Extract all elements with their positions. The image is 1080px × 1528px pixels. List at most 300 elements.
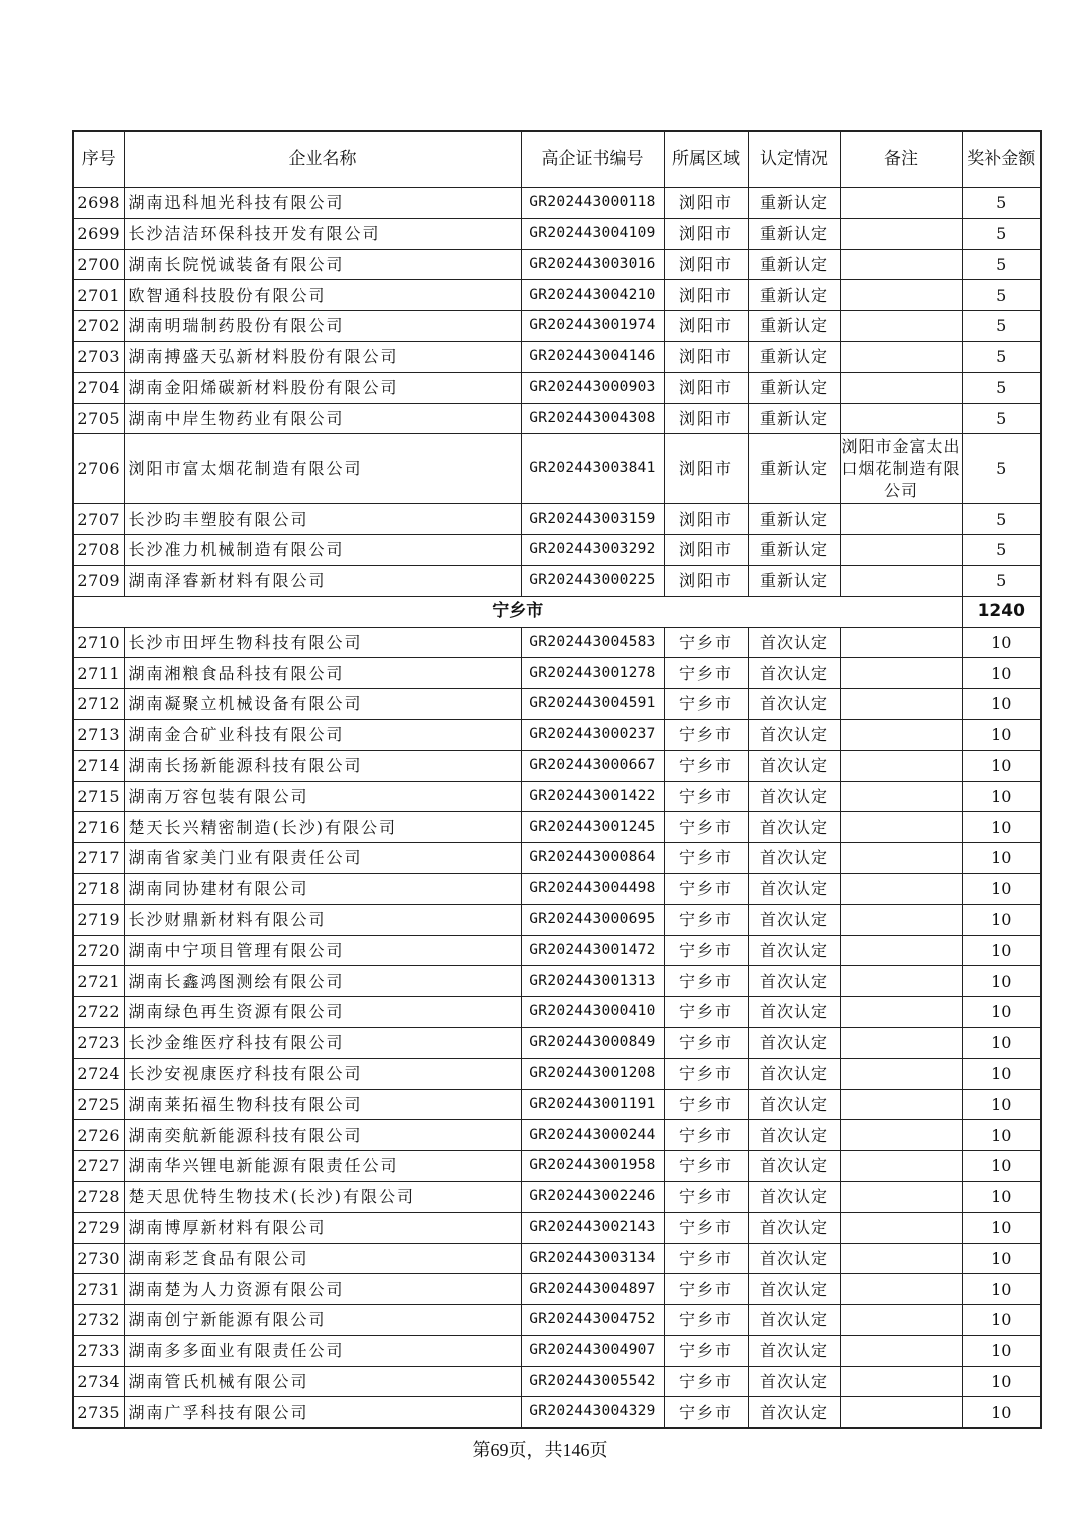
cell-amount: 10: [962, 1212, 1041, 1243]
table-row: [73, 935, 1041, 966]
cell-company-name: 楚天长兴精密制造(长沙)有限公司: [124, 812, 521, 843]
header-row: [73, 131, 1041, 188]
cell-seq: 2716: [73, 812, 124, 843]
cell-area: 宁乡市: [664, 658, 748, 689]
cell-amount: 10: [962, 997, 1041, 1028]
cell-company-name: 长沙昀丰塑胶有限公司: [124, 504, 521, 535]
cell-company-name: 湖南彩芝食品有限公司: [124, 1243, 521, 1274]
header-seq: 序号: [73, 131, 124, 188]
table-row: [73, 1058, 1041, 1089]
cell-cert-number: GR202443001958: [521, 1151, 664, 1182]
cell-company-name: 长沙准力机械制造有限公司: [124, 535, 521, 566]
cell-cert-number: GR202443004583: [521, 627, 664, 658]
cell-seq: 2733: [73, 1335, 124, 1366]
page-footer: 第69页，共146页: [472, 1440, 608, 1460]
cell-cert-number: GR202443003134: [521, 1243, 664, 1274]
cell-company-name: 湖南长院悦诚装备有限公司: [124, 249, 521, 280]
cell-area: 宁乡市: [664, 1058, 748, 1089]
cell-note: [840, 1397, 962, 1428]
table-row: [73, 1397, 1041, 1428]
table-row: [73, 1366, 1041, 1397]
table-row: [73, 372, 1041, 403]
cell-amount: 10: [962, 1151, 1041, 1182]
cell-amount: 10: [962, 1274, 1041, 1305]
cell-company-name: 湖南凝聚立机械设备有限公司: [124, 689, 521, 720]
cell-status: 重新认定: [748, 403, 840, 434]
cell-area: 浏阳市: [664, 434, 748, 504]
section-title: 宁乡市: [73, 596, 962, 627]
cell-status: 首次认定: [748, 1089, 840, 1120]
ningxiang-rows: [73, 627, 1041, 1428]
cell-company-name: 湖南楚为人力资源有限公司: [124, 1274, 521, 1305]
cell-company-name: 湖南广孚科技有限公司: [124, 1397, 521, 1428]
cell-status: 首次认定: [748, 1120, 840, 1151]
cell-status: 首次认定: [748, 689, 840, 720]
cell-note: [840, 565, 962, 596]
cell-area: 浏阳市: [664, 535, 748, 566]
cell-company-name: 湖南长鑫鸿图测绘有限公司: [124, 966, 521, 997]
table-row: [73, 1181, 1041, 1212]
cell-status: 重新认定: [748, 372, 840, 403]
table-row: [73, 997, 1041, 1028]
cell-area: 宁乡市: [664, 1181, 748, 1212]
cell-seq: 2705: [73, 403, 124, 434]
cell-cert-number: GR202443000864: [521, 843, 664, 874]
cell-seq: 2732: [73, 1305, 124, 1336]
cell-cert-number: GR202443000118: [521, 188, 664, 219]
cell-note: [840, 1212, 962, 1243]
cell-cert-number: GR202443004109: [521, 218, 664, 249]
cell-area: 宁乡市: [664, 1151, 748, 1182]
cell-seq: 2726: [73, 1120, 124, 1151]
cell-seq: 2729: [73, 1212, 124, 1243]
cell-cert-number: GR202443001191: [521, 1089, 664, 1120]
cell-company-name: 湖南管氏机械有限公司: [124, 1366, 521, 1397]
cell-area: 宁乡市: [664, 1397, 748, 1428]
cell-amount: 5: [962, 311, 1041, 342]
table-row: [73, 627, 1041, 658]
table-row: [73, 1274, 1041, 1305]
cell-note: [840, 218, 962, 249]
cell-area: 宁乡市: [664, 1027, 748, 1058]
cell-area: 宁乡市: [664, 812, 748, 843]
cell-area: 宁乡市: [664, 1089, 748, 1120]
cell-area: 宁乡市: [664, 1274, 748, 1305]
cell-note: [840, 781, 962, 812]
cell-cert-number: GR202443000667: [521, 750, 664, 781]
cell-cert-number: GR202443003292: [521, 535, 664, 566]
cell-status: 重新认定: [748, 218, 840, 249]
table-row: [73, 565, 1041, 596]
cell-seq: 2708: [73, 535, 124, 566]
table-row: [73, 750, 1041, 781]
cell-seq: 2731: [73, 1274, 124, 1305]
cell-status: 重新认定: [748, 341, 840, 372]
table-row: [73, 1089, 1041, 1120]
table-row: [73, 1151, 1041, 1182]
table-row: [73, 689, 1041, 720]
cell-seq: 2704: [73, 372, 124, 403]
table-row: [73, 341, 1041, 372]
cell-seq: 2727: [73, 1151, 124, 1182]
cell-note: [840, 1027, 962, 1058]
cell-note: [840, 403, 962, 434]
cell-seq: 2719: [73, 904, 124, 935]
cell-area: 宁乡市: [664, 750, 748, 781]
cell-cert-number: GR202443001245: [521, 812, 664, 843]
cell-area: 宁乡市: [664, 997, 748, 1028]
cell-note: [840, 1335, 962, 1366]
table-row: [73, 249, 1041, 280]
cell-status: 重新认定: [748, 565, 840, 596]
cell-company-name: 湖南明瑞制药股份有限公司: [124, 311, 521, 342]
cell-area: 宁乡市: [664, 781, 748, 812]
cell-status: 首次认定: [748, 1243, 840, 1274]
cell-note: [840, 689, 962, 720]
table-row: [73, 812, 1041, 843]
cell-status: 首次认定: [748, 1274, 840, 1305]
table-row: [73, 1305, 1041, 1336]
cell-note: [840, 1243, 962, 1274]
cell-seq: 2701: [73, 280, 124, 311]
cell-area: 宁乡市: [664, 1212, 748, 1243]
cell-area: 宁乡市: [664, 966, 748, 997]
cell-status: 首次认定: [748, 1397, 840, 1428]
cell-status: 重新认定: [748, 188, 840, 219]
cell-amount: 5: [962, 188, 1041, 219]
cell-seq: 2703: [73, 341, 124, 372]
cell-seq: 2730: [73, 1243, 124, 1274]
cell-amount: 10: [962, 1397, 1041, 1428]
cell-cert-number: GR202443004752: [521, 1305, 664, 1336]
cell-seq: 2723: [73, 1027, 124, 1058]
cell-company-name: 长沙金维医疗科技有限公司: [124, 1027, 521, 1058]
cell-seq: 2720: [73, 935, 124, 966]
cell-amount: 10: [962, 1120, 1041, 1151]
cell-note: [840, 812, 962, 843]
cell-seq: 2699: [73, 218, 124, 249]
cell-company-name: 湖南同协建材有限公司: [124, 873, 521, 904]
cell-cert-number: GR202443001278: [521, 658, 664, 689]
cell-status: 首次认定: [748, 843, 840, 874]
cell-amount: 10: [962, 904, 1041, 935]
cell-amount: 10: [962, 750, 1041, 781]
cell-cert-number: GR202443000903: [521, 372, 664, 403]
cell-note: [840, 997, 962, 1028]
cell-cert-number: GR202443003016: [521, 249, 664, 280]
cell-note: [840, 843, 962, 874]
cell-note: [840, 372, 962, 403]
table-row: [73, 1027, 1041, 1058]
cell-area: 宁乡市: [664, 1120, 748, 1151]
cell-note: [840, 311, 962, 342]
cell-status: 首次认定: [748, 812, 840, 843]
cell-amount: 10: [962, 843, 1041, 874]
award-table: [72, 130, 1042, 1429]
cell-status: 首次认定: [748, 781, 840, 812]
cell-company-name: 湖南搏盛天弘新材料股份有限公司: [124, 341, 521, 372]
cell-area: 宁乡市: [664, 1366, 748, 1397]
cell-cert-number: GR202443000410: [521, 997, 664, 1028]
cell-status: 首次认定: [748, 1335, 840, 1366]
cell-area: 浏阳市: [664, 403, 748, 434]
cell-status: 重新认定: [748, 249, 840, 280]
cell-amount: 10: [962, 689, 1041, 720]
table-row: [73, 843, 1041, 874]
cell-note: [840, 658, 962, 689]
cell-company-name: 欧智通科技股份有限公司: [124, 280, 521, 311]
cell-amount: 10: [962, 1027, 1041, 1058]
cell-area: 宁乡市: [664, 1243, 748, 1274]
cell-cert-number: GR202443003841: [521, 434, 664, 504]
cell-amount: 10: [962, 812, 1041, 843]
cell-company-name: 湖南华兴锂电新能源有限责任公司: [124, 1151, 521, 1182]
cell-amount: 5: [962, 565, 1041, 596]
cell-amount: 5: [962, 504, 1041, 535]
cell-note: [840, 627, 962, 658]
cell-area: 浏阳市: [664, 280, 748, 311]
cell-amount: 5: [962, 403, 1041, 434]
table-row: [73, 719, 1041, 750]
table-row: [73, 904, 1041, 935]
cell-company-name: 湖南多多面业有限责任公司: [124, 1335, 521, 1366]
cell-cert-number: GR202443004308: [521, 403, 664, 434]
cell-note: 浏阳市金富太出口烟花制造有限公司: [840, 434, 962, 504]
cell-company-name: 湖南省家美门业有限责任公司: [124, 843, 521, 874]
cell-status: 首次认定: [748, 873, 840, 904]
cell-company-name: 湖南湘粮食品科技有限公司: [124, 658, 521, 689]
cell-area: 浏阳市: [664, 565, 748, 596]
cell-amount: 5: [962, 372, 1041, 403]
cell-area: 宁乡市: [664, 935, 748, 966]
cell-status: 首次认定: [748, 719, 840, 750]
cell-status: 首次认定: [748, 627, 840, 658]
cell-seq: 2710: [73, 627, 124, 658]
cell-amount: 10: [962, 719, 1041, 750]
cell-amount: 5: [962, 341, 1041, 372]
table-row: [73, 658, 1041, 689]
cell-amount: 10: [962, 658, 1041, 689]
cell-company-name: 湖南绿色再生资源有限公司: [124, 997, 521, 1028]
cell-amount: 5: [962, 249, 1041, 280]
cell-note: [840, 719, 962, 750]
cell-note: [840, 1089, 962, 1120]
header-amount: 奖补金额: [962, 131, 1041, 188]
cell-company-name: 湖南长扬新能源科技有限公司: [124, 750, 521, 781]
cell-note: [840, 935, 962, 966]
cell-company-name: 浏阳市富太烟花制造有限公司: [124, 434, 521, 504]
cell-area: 浏阳市: [664, 249, 748, 280]
cell-seq: 2721: [73, 966, 124, 997]
cell-company-name: 长沙洁洁环保科技开发有限公司: [124, 218, 521, 249]
cell-cert-number: GR202443001472: [521, 935, 664, 966]
cell-cert-number: GR202443001208: [521, 1058, 664, 1089]
cell-note: [840, 504, 962, 535]
cell-note: [840, 966, 962, 997]
header-company-name: 企业名称: [124, 131, 521, 188]
cell-status: 首次认定: [748, 935, 840, 966]
table-row: [73, 873, 1041, 904]
cell-area: 浏阳市: [664, 218, 748, 249]
cell-amount: 10: [962, 966, 1041, 997]
cell-status: 重新认定: [748, 504, 840, 535]
cell-amount: 5: [962, 434, 1041, 504]
cell-seq: 2706: [73, 434, 124, 504]
table-row: [73, 1212, 1041, 1243]
cell-company-name: 湖南中宁项目管理有限公司: [124, 935, 521, 966]
table-row: [73, 1335, 1041, 1366]
table-row: [73, 504, 1041, 535]
cell-amount: 10: [962, 781, 1041, 812]
cell-amount: 10: [962, 1058, 1041, 1089]
cell-area: 宁乡市: [664, 1305, 748, 1336]
cell-status: 首次认定: [748, 1212, 840, 1243]
cell-cert-number: GR202443004210: [521, 280, 664, 311]
header-area: 所属区域: [664, 131, 748, 188]
header-note: 备注: [840, 131, 962, 188]
cell-status: 重新认定: [748, 535, 840, 566]
cell-amount: 10: [962, 935, 1041, 966]
cell-note: [840, 1058, 962, 1089]
cell-seq: 2725: [73, 1089, 124, 1120]
cell-area: 宁乡市: [664, 843, 748, 874]
cell-status: 首次认定: [748, 658, 840, 689]
table-row: [73, 218, 1041, 249]
cell-company-name: 楚天思优特生物技术(长沙)有限公司: [124, 1181, 521, 1212]
cell-seq: 2707: [73, 504, 124, 535]
cell-company-name: 湖南中岸生物药业有限公司: [124, 403, 521, 434]
cell-seq: 2700: [73, 249, 124, 280]
cell-seq: 2714: [73, 750, 124, 781]
cell-amount: 10: [962, 1335, 1041, 1366]
cell-status: 首次认定: [748, 1181, 840, 1212]
cell-seq: 2698: [73, 188, 124, 219]
cell-seq: 2734: [73, 1366, 124, 1397]
cell-cert-number: GR202443002246: [521, 1181, 664, 1212]
cell-seq: 2713: [73, 719, 124, 750]
cell-seq: 2712: [73, 689, 124, 720]
cell-cert-number: GR202443004498: [521, 873, 664, 904]
cell-area: 浏阳市: [664, 311, 748, 342]
cell-cert-number: GR202443001422: [521, 781, 664, 812]
cell-area: 浏阳市: [664, 504, 748, 535]
cell-status: 重新认定: [748, 311, 840, 342]
header-cert-number: 高企证书编号: [521, 131, 664, 188]
cell-cert-number: GR202443000237: [521, 719, 664, 750]
cell-cert-number: GR202443000244: [521, 1120, 664, 1151]
cell-company-name: 湖南莱拓福生物科技有限公司: [124, 1089, 521, 1120]
table-row: [73, 403, 1041, 434]
cell-amount: 10: [962, 1243, 1041, 1274]
liuyang-rows: [73, 188, 1041, 597]
cell-company-name: 湖南博厚新材料有限公司: [124, 1212, 521, 1243]
table-row: [73, 434, 1041, 504]
table-row: [73, 535, 1041, 566]
cell-amount: 5: [962, 218, 1041, 249]
table-row: [73, 188, 1041, 219]
section-row: [73, 596, 1041, 627]
cell-area: 宁乡市: [664, 1335, 748, 1366]
cell-seq: 2718: [73, 873, 124, 904]
cell-status: 重新认定: [748, 434, 840, 504]
cell-company-name: 湖南金阳烯碳新材料股份有限公司: [124, 372, 521, 403]
cell-note: [840, 188, 962, 219]
cell-status: 首次认定: [748, 750, 840, 781]
cell-note: [840, 1151, 962, 1182]
cell-cert-number: GR202443003159: [521, 504, 664, 535]
cell-cert-number: GR202443000225: [521, 565, 664, 596]
cell-seq: 2735: [73, 1397, 124, 1428]
table-row: [73, 1243, 1041, 1274]
cell-company-name: 湖南奕航新能源科技有限公司: [124, 1120, 521, 1151]
cell-note: [840, 1181, 962, 1212]
cell-status: 首次认定: [748, 1305, 840, 1336]
cell-note: [840, 249, 962, 280]
cell-note: [840, 1305, 962, 1336]
table-row: [73, 1120, 1041, 1151]
cell-status: 首次认定: [748, 1058, 840, 1089]
cell-status: 首次认定: [748, 1366, 840, 1397]
cell-area: 浏阳市: [664, 188, 748, 219]
cell-amount: 10: [962, 1366, 1041, 1397]
cell-area: 浏阳市: [664, 341, 748, 372]
cell-company-name: 湖南万容包装有限公司: [124, 781, 521, 812]
cell-cert-number: GR202443001974: [521, 311, 664, 342]
section-ningxiang: [73, 596, 1041, 627]
cell-amount: 10: [962, 627, 1041, 658]
cell-company-name: 湖南迅科旭光科技有限公司: [124, 188, 521, 219]
cell-note: [840, 873, 962, 904]
cell-amount: 5: [962, 280, 1041, 311]
cell-cert-number: GR202443002143: [521, 1212, 664, 1243]
cell-area: 宁乡市: [664, 904, 748, 935]
cell-company-name: 湖南创宁新能源有限公司: [124, 1305, 521, 1336]
cell-note: [840, 1366, 962, 1397]
cell-amount: 10: [962, 1181, 1041, 1212]
cell-cert-number: GR202443000695: [521, 904, 664, 935]
cell-amount: 10: [962, 1305, 1041, 1336]
cell-area: 宁乡市: [664, 627, 748, 658]
cell-area: 宁乡市: [664, 873, 748, 904]
cell-note: [840, 280, 962, 311]
cell-cert-number: GR202443005542: [521, 1366, 664, 1397]
cell-seq: 2715: [73, 781, 124, 812]
cell-company-name: 长沙市田坪生物科技有限公司: [124, 627, 521, 658]
cell-cert-number: GR202443001313: [521, 966, 664, 997]
table-row: [73, 280, 1041, 311]
cell-seq: 2702: [73, 311, 124, 342]
header-status: 认定情况: [748, 131, 840, 188]
cell-status: 首次认定: [748, 966, 840, 997]
cell-company-name: 湖南泽睿新材料有限公司: [124, 565, 521, 596]
cell-seq: 2711: [73, 658, 124, 689]
cell-seq: 2717: [73, 843, 124, 874]
cell-seq: 2722: [73, 997, 124, 1028]
cell-status: 首次认定: [748, 904, 840, 935]
cell-cert-number: GR202443004897: [521, 1274, 664, 1305]
cell-note: [840, 750, 962, 781]
cell-cert-number: GR202443004329: [521, 1397, 664, 1428]
cell-seq: 2724: [73, 1058, 124, 1089]
cell-note: [840, 341, 962, 372]
cell-status: 首次认定: [748, 1151, 840, 1182]
cell-amount: 10: [962, 1089, 1041, 1120]
cell-area: 宁乡市: [664, 719, 748, 750]
cell-seq: 2709: [73, 565, 124, 596]
table-row: [73, 966, 1041, 997]
table-row: [73, 781, 1041, 812]
cell-note: [840, 904, 962, 935]
